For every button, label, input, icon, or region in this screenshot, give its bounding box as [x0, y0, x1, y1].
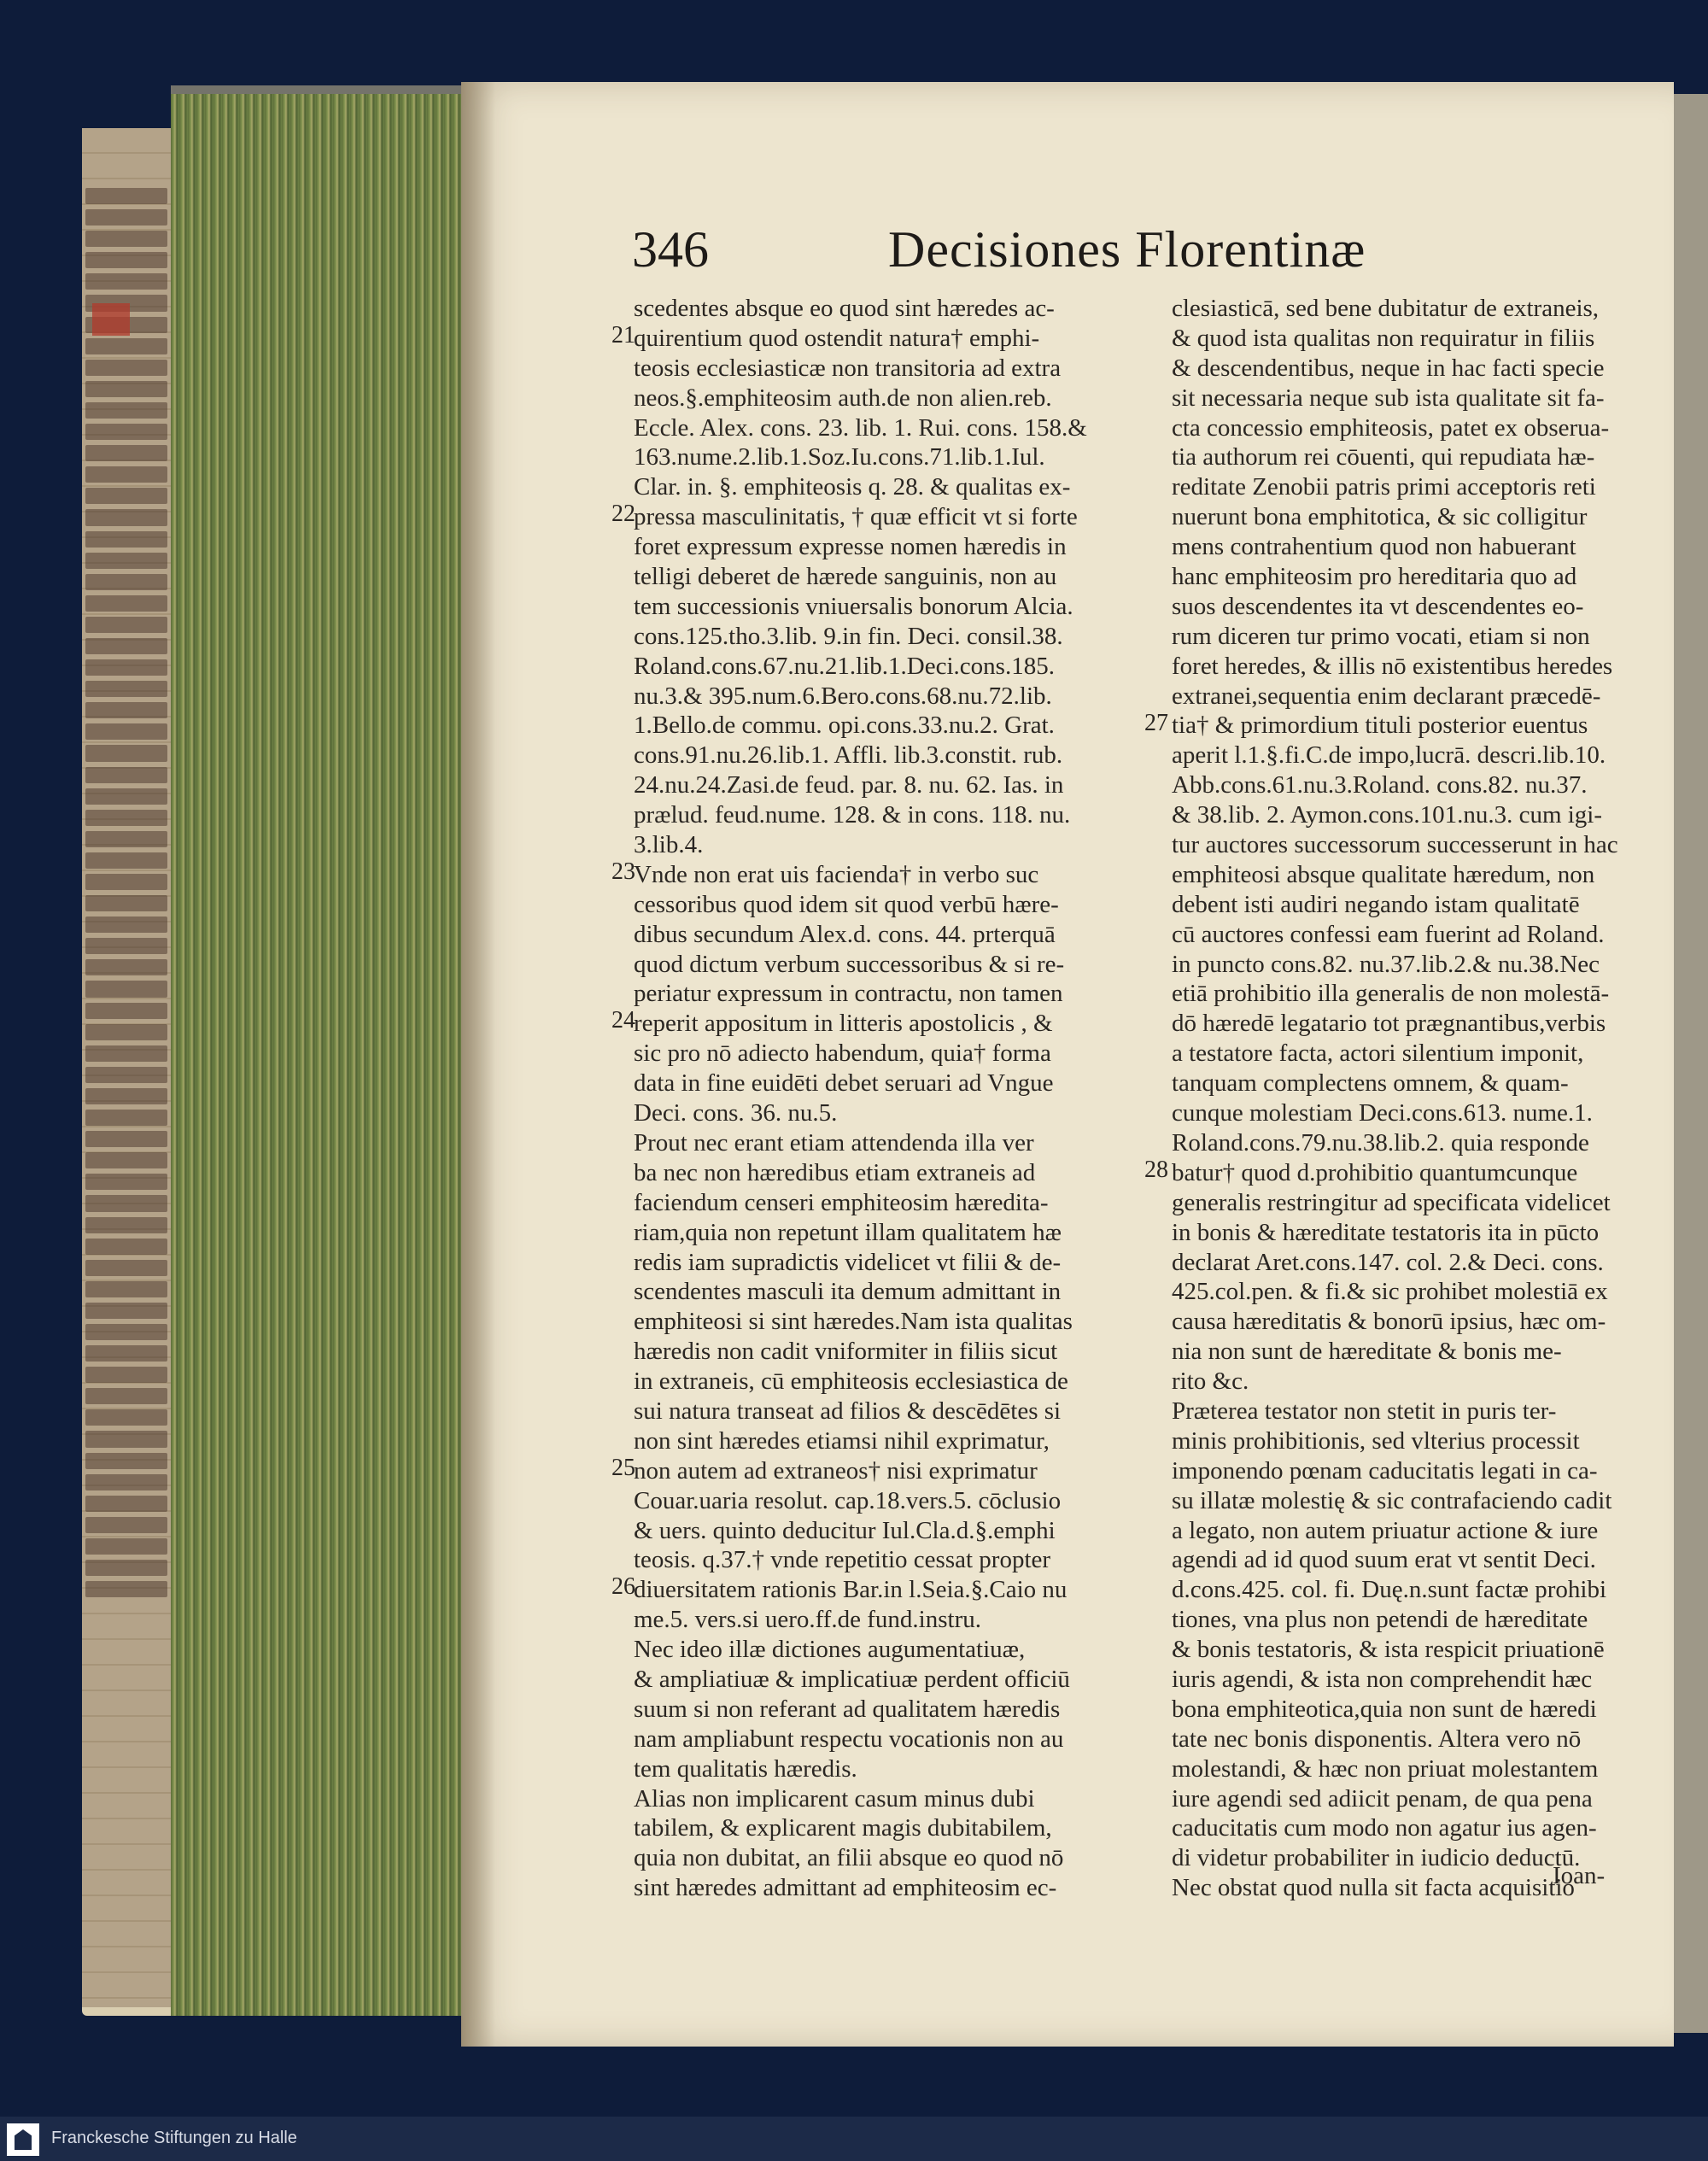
page-gutter-shadow — [461, 82, 495, 2047]
text-line: sit necessaria neque sub ista qualitate sit fa- — [1172, 384, 1605, 412]
text-line: in extraneis, cū emphiteosis ecclesiastica de — [634, 1367, 1068, 1396]
text-line: mens contrahentium quod non habuerant — [1172, 533, 1576, 561]
text-line: tur auctores successorum successerunt in hac — [1172, 831, 1618, 859]
text-line: a testatore facta, actori silentium imponit, — [1172, 1040, 1584, 1068]
text-line: quia non dubitat, an filii absque eo quod nō — [634, 1844, 1064, 1872]
green-fore-edge — [171, 94, 461, 2016]
text-line: iure agendi sed adiicit penam, de qua pena — [1172, 1784, 1593, 1813]
text-line: tanquam complectens omnem, & quam- — [1172, 1069, 1569, 1098]
text-line: dō hæredē legatario tot prægnantibus,verbis — [1172, 1010, 1606, 1038]
text-line: sint hæredes admittant ad emphiteosim ec- — [634, 1874, 1057, 1902]
text-line: tiones, vna plus non petendi de hæreditate — [1172, 1606, 1588, 1634]
text-line: di videtur probabiliter in iudicio deductū. — [1172, 1844, 1581, 1872]
text-line: declarat Aret.cons.147. col. 2.& Deci. cons. — [1172, 1248, 1604, 1276]
text-line: minis prohibitionis, sed vlterius processit — [1172, 1426, 1580, 1455]
spine-red-mark — [92, 303, 130, 336]
text-line: periatur expressum in contractu, non tamen — [634, 980, 1063, 1008]
text-line: me.5. vers.si uero.ff.de fund.instru. — [634, 1606, 981, 1634]
margin-number: 25 — [611, 1455, 635, 1481]
text-line: Alias non implicarent casum minus dubi — [634, 1784, 1035, 1813]
text-line: nu.3.& 395.num.6.Bero.cons.68.nu.72.lib. — [634, 682, 1052, 710]
margin-number: 23 — [611, 858, 635, 885]
text-line: rum diceren tur primo vocati, etiam si non — [1172, 622, 1590, 650]
text-line: tem qualitatis hæredis. — [634, 1754, 857, 1783]
text-line: Vnde non erat uis facienda† in verbo suc — [634, 860, 1039, 888]
text-line: Abb.cons.61.nu.3.Roland. cons.82. nu.37. — [1172, 771, 1588, 799]
text-line: non autem ad extraneos† nisi exprimatur — [634, 1456, 1038, 1485]
margin-number: 21 — [611, 322, 635, 348]
text-line: data in fine euidēti debet seruari ad Vngue — [634, 1069, 1054, 1098]
text-line: Deci. cons. 36. nu.5. — [634, 1099, 838, 1127]
text-line: suos descendentes ita vt descendentes eo- — [1172, 592, 1584, 620]
catchword: Ioan- — [1553, 1862, 1606, 1889]
text-line: cessoribus quod idem sit quod verbū hære- — [634, 890, 1059, 918]
text-line: pressa masculinitatis, † quæ efficit vt si forte — [634, 503, 1078, 531]
text-line: Prout nec erant etiam attendenda illa ver — [634, 1128, 1034, 1157]
text-line: Eccle. Alex. cons. 23. lib. 1. Rui. cons. 158.& — [634, 413, 1087, 442]
text-line: iuris agendi, & ista non comprehendit hæc — [1172, 1665, 1593, 1693]
text-line: etiā prohibitio illa generalis de non molestā- — [1172, 980, 1610, 1008]
running-title: Decisiones Florentinæ — [888, 221, 1366, 278]
margin-number: 24 — [611, 1007, 635, 1034]
text-line: teosis ecclesiasticæ non transitoria ad extra — [634, 354, 1062, 382]
text-line: cta concessio emphiteosis, patet ex obserua- — [1172, 413, 1610, 442]
text-line: cū auctores confessi eam fuerint ad Roland. — [1172, 920, 1605, 948]
text-line: tia authorum rei cōuenti, qui repudiata hæ- — [1172, 443, 1595, 471]
text-line: redis iam supradictis videlicet vt filii & de- — [634, 1248, 1062, 1276]
text-line: d.cons.425. col. fi. Duę.n.sunt factæ prohibi — [1172, 1576, 1607, 1604]
text-line: nia non sunt de hæreditate & bonis me- — [1172, 1338, 1562, 1366]
text-line: in puncto cons.82. nu.37.lib.2.& nu.38.Nec — [1172, 950, 1600, 978]
text-line: & quod ista qualitas non requiratur in filiis — [1172, 324, 1595, 352]
text-line: dibus secundum Alex.d. cons. 44. prterquā — [634, 920, 1056, 948]
text-line: a legato, non autem priuatur actione & iure — [1172, 1516, 1599, 1544]
text-line: nam ampliabunt respectu vocationis non au — [634, 1725, 1064, 1753]
text-line: debent isti audiri negando istam qualitatē — [1172, 890, 1580, 918]
text-line: Roland.cons.79.nu.38.lib.2. quia responde — [1172, 1128, 1589, 1157]
text-line: rito &c. — [1172, 1367, 1249, 1396]
text-line: & ampliatiuæ & implicatiuæ perdent officiū — [634, 1665, 1070, 1693]
text-line: foret expressum expresse nomen hæredis in — [634, 533, 1067, 561]
text-line: cons.125.tho.3.lib. 9.in fin. Deci. consil.38. — [634, 622, 1063, 650]
margin-number: 28 — [1144, 1157, 1168, 1183]
text-line: non sint hæredes etiamsi nihil exprimatur, — [634, 1426, 1050, 1455]
text-line: prælud. feud.nume. 128. & in cons. 118. nu. — [634, 801, 1071, 829]
text-line: teosis. q.37.† vnde repetitio cessat propter — [634, 1546, 1051, 1574]
page-number: 346 — [632, 221, 709, 278]
text-line: diuersitatem rationis Bar.in l.Seia.§.Caio nu — [634, 1576, 1068, 1604]
spine-manuscript-label — [85, 188, 167, 1597]
margin-number: 27 — [1144, 710, 1168, 736]
footer-bar — [0, 2117, 1708, 2161]
text-line: agendi ad id quod suum erat vt sentit Deci. — [1172, 1546, 1596, 1574]
text-line: emphiteosi si sint hæredes.Nam ista qualitas — [634, 1308, 1073, 1336]
text-line: 24.nu.24.Zasi.de feud. par. 8. nu. 62. Ias. in — [634, 771, 1064, 799]
text-line: generalis restringitur ad specificata videlicet — [1172, 1188, 1611, 1216]
text-line: quod dictum verbum successoribus & si re- — [634, 950, 1065, 978]
text-line: causa hæreditatis & bonorū ipsius, hæc om- — [1172, 1308, 1606, 1336]
text-line: su illatæ molestię & sic contrafaciendo cadit — [1172, 1486, 1612, 1514]
text-line: in bonis & hæreditate testatoris ita in pūcto — [1172, 1218, 1600, 1246]
text-line: 425.col.pen. & fi.& sic prohibet molestiā ex — [1172, 1278, 1608, 1306]
right-text-column — [1172, 294, 1633, 1903]
text-line: & descendentibus, neque in hac facti specie — [1172, 354, 1605, 382]
text-line: emphiteosi absque qualitate hæredum, non — [1172, 860, 1595, 888]
text-line: suum si non referant ad qualitatem hæredis — [634, 1695, 1061, 1723]
text-line: faciendum censeri emphiteosim hæredita- — [634, 1188, 1049, 1216]
text-line: & bonis testatoris, & ista respicit priuationē — [1172, 1636, 1605, 1664]
text-line: Nec obstat quod nulla sit facta acquisitio — [1172, 1874, 1575, 1902]
text-line: extranei,sequentia enim declarant præcedē- — [1172, 682, 1601, 710]
page-header — [632, 220, 1657, 280]
text-line: Nec ideo illæ dictiones augumentatiuæ, — [634, 1636, 1026, 1664]
text-line: ba nec non hæredibus etiam extraneis ad — [634, 1158, 1036, 1186]
text-line: clesiasticā, sed bene dubitatur de extraneis, — [1172, 295, 1600, 322]
text-line: telligi deberet de hærede sanguinis, non au — [634, 563, 1057, 591]
text-line: tem successionis vniuersalis bonorum Alcia. — [634, 592, 1073, 620]
text-line: sic pro nō adiecto habendum, quia† forma — [634, 1040, 1051, 1068]
text-line: neos.§.emphiteosim auth.de non alien.reb. — [634, 384, 1052, 412]
text-line: imponendo pœnam caducitatis legati in ca- — [1172, 1456, 1598, 1485]
text-line: Couar.uaria resolut. cap.18.vers.5. cōclusio — [634, 1486, 1062, 1514]
margin-number: 26 — [611, 1573, 635, 1600]
text-line: foret heredes, & illis nō existentibus heredes — [1172, 652, 1613, 680]
text-line: tabilem, & explicarent magis dubitabilem, — [634, 1814, 1052, 1842]
text-line: cons.91.nu.26.lib.1. Affli. lib.3.constit. rub. — [634, 741, 1063, 770]
text-line: molestandi, & hæc non priuat molestantem — [1172, 1754, 1599, 1783]
institution-name: Franckesche Stiftungen zu Halle — [51, 2129, 297, 2147]
text-line: 3.lib.4. — [634, 831, 704, 859]
text-line: tia† & primordium tituli posterior euentus — [1172, 712, 1588, 740]
text-line: caducitatis cum modo non agatur ius agen- — [1172, 1814, 1597, 1842]
text-line: 1.Bello.de commu. opi.cons.33.nu.2. Grat. — [634, 712, 1055, 740]
text-line: batur† quod d.prohibitio quantumcunque — [1172, 1158, 1578, 1186]
left-text-column — [634, 294, 1129, 1903]
text-line: scedentes absque eo quod sint hæredes ac- — [634, 295, 1055, 322]
margin-number: 22 — [611, 501, 635, 527]
text-line: & 38.lib. 2. Aymon.cons.101.nu.3. cum igi- — [1172, 801, 1603, 829]
text-line: sui natura transeat ad filios & descēdētes si — [634, 1397, 1062, 1425]
text-line: reditate Zenobii patris primi acceptoris reti — [1172, 473, 1596, 501]
text-line: tate nec bonis disponentis. Altera vero nō — [1172, 1725, 1582, 1753]
text-line: reperit appositum in litteris apostolicis , & — [634, 1010, 1053, 1038]
text-line: hæredis non cadit vniformiter in filiis sicut — [634, 1338, 1058, 1366]
text-line: bona emphiteotica,quia non sunt de hæredi — [1172, 1695, 1597, 1723]
text-line: riam,quia non repetunt illam qualitatem hæ — [634, 1218, 1062, 1246]
text-line: Roland.cons.67.nu.21.lib.1.Deci.cons.185. — [634, 652, 1055, 680]
text-line: hanc emphiteosim pro hereditaria quo ad — [1172, 563, 1577, 591]
institution-logo-icon — [7, 2123, 39, 2156]
text-line: & uers. quinto deducitur Iul.Cla.d.§.emphi — [634, 1516, 1056, 1544]
text-line: Præterea testator non stetit in puris ter- — [1172, 1397, 1557, 1425]
text-line: cunque molestiam Deci.cons.613. nume.1. — [1172, 1099, 1593, 1127]
text-line: quirentium quod ostendit natura† emphi- — [634, 324, 1040, 352]
text-line: aperit l.1.§.fi.C.de impo,lucrā. descri.lib.10. — [1172, 741, 1606, 770]
text-line: Clar. in. §. emphiteosis q. 28. & qualitas ex- — [634, 473, 1071, 501]
text-line: scendentes masculi ita demum admittant in — [634, 1278, 1062, 1306]
text-line: nuerunt bona emphitotica, & sic colligitur — [1172, 503, 1588, 531]
text-line: 163.nume.2.lib.1.Soz.Iu.cons.71.lib.1.Iul. — [634, 443, 1045, 471]
